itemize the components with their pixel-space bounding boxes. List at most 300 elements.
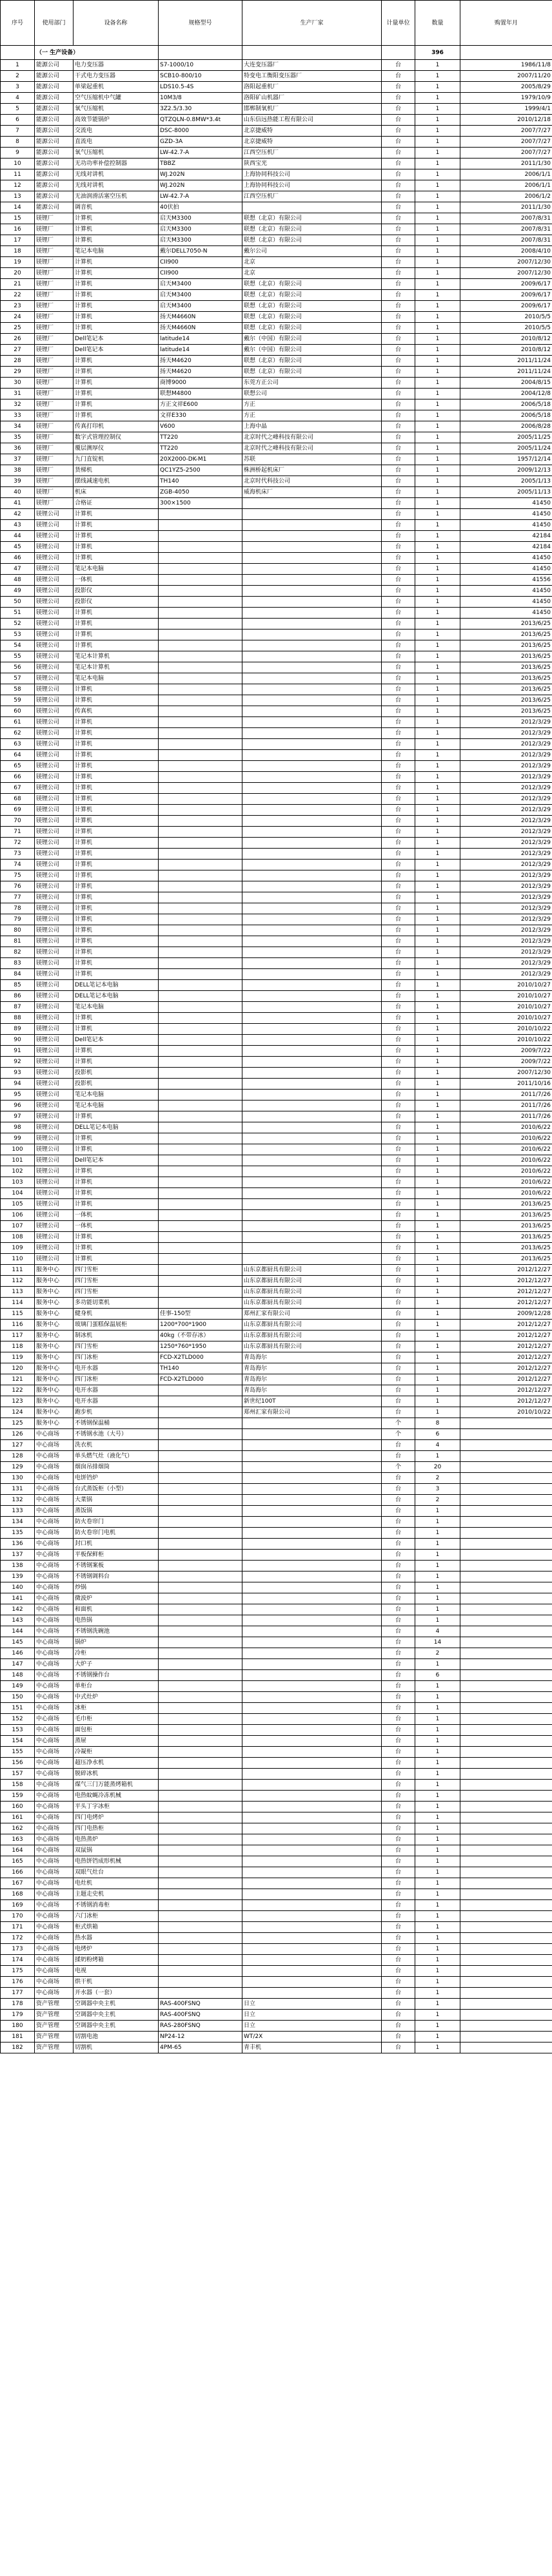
cell-purchase-date: 2012/12/27 <box>460 1331 552 1341</box>
table-row <box>1 1812 552 1823</box>
cell-purchase-date: 2012/3/29 <box>460 969 552 980</box>
cell-unit: 台 <box>382 159 415 169</box>
cell-department: 镁锂公司 <box>35 1068 74 1079</box>
table-row <box>1 1572 552 1582</box>
cell-purchase-date <box>460 1900 552 1911</box>
cell-quantity: 1 <box>415 1221 460 1232</box>
cell-manufacturer <box>242 619 382 630</box>
cell-unit: 台 <box>382 246 415 257</box>
cell-index: 63 <box>1 739 35 750</box>
cell-equipment-name: 封口机 <box>74 1539 159 1550</box>
cell-department: 中心商场 <box>35 1462 74 1473</box>
cell-model: ZGB-4050 <box>159 487 242 498</box>
cell-manufacturer <box>242 1506 382 1517</box>
table-row <box>1 947 552 958</box>
cell-index: 162 <box>1 1823 35 1834</box>
cell-purchase-date: 2011/11/24 <box>460 367 552 378</box>
cell-index: 30 <box>1 378 35 389</box>
cell-department: 中心商场 <box>35 1440 74 1451</box>
cell-quantity: 1 <box>415 1911 460 1922</box>
cell-index: 43 <box>1 520 35 531</box>
cell-model: 40伏拍 <box>159 202 242 213</box>
cell-model: 1200*700*1900 <box>159 1320 242 1331</box>
cell-model: RAS-400FSNQ <box>159 1999 242 2010</box>
table-row <box>1 137 552 148</box>
cell-model <box>159 1736 242 1747</box>
cell-index: 151 <box>1 1703 35 1714</box>
cell-purchase-date: 2010/8/12 <box>460 345 552 356</box>
cell-manufacturer: 株洲桥起机床厂 <box>242 465 382 476</box>
cell-index: 71 <box>1 827 35 838</box>
cell-unit: 台 <box>382 1144 415 1155</box>
cell-manufacturer <box>242 958 382 969</box>
cell-model <box>159 761 242 772</box>
cell-manufacturer <box>242 1101 382 1111</box>
cell-quantity: 1 <box>415 947 460 958</box>
cell-model: 扬天M4660N <box>159 323 242 334</box>
cell-quantity: 1 <box>415 1867 460 1878</box>
cell-model: FCD-X2TLD000 <box>159 1374 242 1385</box>
cell-manufacturer <box>242 1166 382 1177</box>
cell-manufacturer <box>242 1637 382 1648</box>
cell-manufacturer <box>242 1791 382 1802</box>
cell-model <box>159 1582 242 1593</box>
cell-department: 中心商场 <box>35 1944 74 1955</box>
cell-department: 能源公司 <box>35 191 74 202</box>
table-row <box>1 1341 552 1352</box>
cell-unit: 台 <box>382 1320 415 1331</box>
cell-unit: 台 <box>382 115 415 126</box>
cell-manufacturer <box>242 1561 382 1572</box>
cell-unit: 台 <box>382 1046 415 1057</box>
table-row <box>1 1823 552 1834</box>
cell-unit: 台 <box>382 1692 415 1703</box>
cell-quantity: 1 <box>415 235 460 246</box>
cell-model: 启天M3400 <box>159 301 242 312</box>
cell-department: 中心商场 <box>35 1572 74 1582</box>
cell-model: 戴尔DELL7050-N <box>159 246 242 257</box>
cell-equipment-name: 计算机 <box>74 1057 159 1068</box>
table-row <box>1 1659 552 1670</box>
cell-equipment-name: 四门雪柜 <box>74 1287 159 1298</box>
cell-quantity: 1 <box>415 969 460 980</box>
cell-unit: 台 <box>382 1528 415 1539</box>
table-row <box>1 739 552 750</box>
cell-quantity: 1 <box>415 1232 460 1243</box>
cell-model <box>159 1287 242 1298</box>
cell-unit: 台 <box>382 1221 415 1232</box>
cell-equipment-name: DELL笔记本电脑 <box>74 991 159 1002</box>
table-row <box>1 279 552 290</box>
cell-quantity: 8 <box>415 1418 460 1429</box>
table-row <box>1 1462 552 1473</box>
header-cell: 数量 <box>415 1 460 46</box>
cell-model <box>159 881 242 892</box>
cell-equipment-name: 计算机 <box>74 367 159 378</box>
cell-quantity: 1 <box>415 575 460 586</box>
table-row <box>1 1802 552 1812</box>
cell-unit: 台 <box>382 1035 415 1046</box>
cell-department: 镁锂公司 <box>35 1188 74 1199</box>
cell-manufacturer: 郑州汇家有限公司 <box>242 1407 382 1418</box>
cell-purchase-date: 2006/5/18 <box>460 410 552 421</box>
cell-unit: 台 <box>382 892 415 903</box>
cell-manufacturer <box>242 1714 382 1725</box>
cell-model: V600 <box>159 421 242 432</box>
cell-purchase-date: 2013/6/25 <box>460 640 552 651</box>
cell-purchase-date: 2007/7/27 <box>460 137 552 148</box>
cell-manufacturer <box>242 838 382 849</box>
cell-department: 服务中心 <box>35 1298 74 1309</box>
cell-unit: 台 <box>382 1889 415 1900</box>
cell-equipment-name: 计算机 <box>74 794 159 805</box>
cell-quantity: 1 <box>415 695 460 706</box>
cell-model <box>159 640 242 651</box>
cell-model <box>159 1199 242 1210</box>
table-row <box>1 969 552 980</box>
cell-index: 155 <box>1 1747 35 1758</box>
cell-purchase-date: 41450 <box>460 564 552 575</box>
cell-model <box>159 1188 242 1199</box>
cell-manufacturer <box>242 1495 382 1506</box>
cell-unit: 台 <box>382 1944 415 1955</box>
cell-manufacturer <box>242 1922 382 1933</box>
cell-quantity: 4 <box>415 1440 460 1451</box>
cell-department: 资产管理 <box>35 2021 74 2032</box>
cell-department: 镁锂公司 <box>35 728 74 739</box>
cell-manufacturer <box>242 717 382 728</box>
cell-equipment-name: 电饼铛炉 <box>74 1473 159 1484</box>
cell-manufacturer <box>242 783 382 794</box>
cell-unit: 台 <box>382 1856 415 1867</box>
table-row <box>1 827 552 838</box>
cell-index: 61 <box>1 717 35 728</box>
cell-manufacturer <box>242 1068 382 1079</box>
cell-department: 服务中心 <box>35 1363 74 1374</box>
cell-manufacturer: 新世纪100T <box>242 1396 382 1407</box>
cell-quantity: 1 <box>415 1188 460 1199</box>
cell-equipment-name: 计算机 <box>74 542 159 553</box>
cell-purchase-date: 2010/6/22 <box>460 1133 552 1144</box>
cell-index: 114 <box>1 1298 35 1309</box>
cell-model <box>159 1648 242 1659</box>
cell-index: 135 <box>1 1528 35 1539</box>
table-row <box>1 246 552 257</box>
cell-manufacturer <box>242 1604 382 1615</box>
cell-unit: 台 <box>382 816 415 827</box>
cell-index: 122 <box>1 1385 35 1396</box>
cell-quantity: 1 <box>415 1002 460 1013</box>
cell-equipment-name: 空调器中央主机 <box>74 2010 159 2021</box>
cell-equipment-name: 笔记本电脑 <box>74 1002 159 1013</box>
cell-unit: 台 <box>382 936 415 947</box>
cell-index: 84 <box>1 969 35 980</box>
cell-unit: 台 <box>382 1363 415 1374</box>
cell-index: 101 <box>1 1155 35 1166</box>
table-row <box>1 608 552 619</box>
cell-quantity: 1 <box>415 717 460 728</box>
cell-unit: 台 <box>382 1199 415 1210</box>
table-row <box>1 1287 552 1298</box>
cell-quantity: 1 <box>415 1802 460 1812</box>
cell-department: 镁锂公司 <box>35 761 74 772</box>
cell-department: 中心商场 <box>35 1856 74 1867</box>
cell-quantity: 1 <box>415 1210 460 1221</box>
cell-model <box>159 827 242 838</box>
cell-quantity: 1 <box>415 1243 460 1254</box>
cell-quantity: 1 <box>415 410 460 421</box>
cell-model <box>159 1046 242 1057</box>
cell-equipment-name: 数字式管理控制仪 <box>74 432 159 443</box>
cell-purchase-date: 2012/3/29 <box>460 816 552 827</box>
cell-purchase-date <box>460 1812 552 1823</box>
cell-quantity: 1 <box>415 104 460 115</box>
cell-department: 镁锂公司 <box>35 1166 74 1177</box>
table-row <box>1 443 552 454</box>
cell-model <box>159 1013 242 1024</box>
cell-quantity: 2 <box>415 1495 460 1506</box>
cell-department: 镁锂公司 <box>35 684 74 695</box>
cell-quantity: 1 <box>415 1090 460 1101</box>
table-row <box>1 1681 552 1692</box>
cell-purchase-date: 2013/6/25 <box>460 1243 552 1254</box>
cell-unit: 台 <box>382 367 415 378</box>
cell-department: 镁锂公司 <box>35 542 74 553</box>
cell-quantity: 1 <box>415 1604 460 1615</box>
cell-department: 镁锂公司 <box>35 903 74 914</box>
cell-equipment-name: 玻璃门蛋糕保温展柜 <box>74 1320 159 1331</box>
cell-unit: 台 <box>382 706 415 717</box>
header-cell: 生产厂家 <box>242 1 382 46</box>
cell-equipment-name: 交流电 <box>74 126 159 137</box>
cell-purchase-date: 2013/6/25 <box>460 630 552 640</box>
cell-purchase-date: 2010/6/22 <box>460 1166 552 1177</box>
table-row <box>1 1177 552 1188</box>
cell-quantity: 1 <box>415 761 460 772</box>
cell-equipment-name: 四门雪柜 <box>74 1265 159 1276</box>
cell-purchase-date: 2010/6/22 <box>460 1155 552 1166</box>
cell-department: 镁锂公司 <box>35 673 74 684</box>
cell-index: 38 <box>1 465 35 476</box>
cell-equipment-name: 无线对讲机 <box>74 169 159 180</box>
cell-department: 服务中心 <box>35 1341 74 1352</box>
cell-equipment-name: 计算机 <box>74 947 159 958</box>
cell-equipment-name: 主题走史机 <box>74 1889 159 1900</box>
cell-unit: 台 <box>382 1966 415 1977</box>
table-row <box>1 1101 552 1111</box>
cell-department: 镁锂公司 <box>35 630 74 640</box>
cell-model <box>159 1758 242 1769</box>
cell-equipment-name: 计算机 <box>74 717 159 728</box>
table-row <box>1 1057 552 1068</box>
cell-index: 148 <box>1 1670 35 1681</box>
cell-manufacturer: 方正 <box>242 410 382 421</box>
cell-quantity: 1 <box>415 1144 460 1155</box>
cell-model <box>159 914 242 925</box>
cell-equipment-name: 计算机 <box>74 608 159 619</box>
cell-unit: 台 <box>382 1747 415 1758</box>
cell-index: 4 <box>1 93 35 104</box>
cell-quantity: 1 <box>415 728 460 739</box>
cell-equipment-name: 计算机 <box>74 399 159 410</box>
cell-model <box>159 1002 242 1013</box>
table-row <box>1 1637 552 1648</box>
table-row <box>1 1550 552 1561</box>
cell-manufacturer: 戴尔（中国）有限公司 <box>242 345 382 356</box>
cell-manufacturer <box>242 1155 382 1166</box>
cell-equipment-name: 切割机 <box>74 2043 159 2053</box>
cell-purchase-date: 2006/1/2 <box>460 191 552 202</box>
cell-department: 镁锂公司 <box>35 1013 74 1024</box>
cell-quantity: 1 <box>415 1199 460 1210</box>
cell-model: DSC-8000 <box>159 126 242 137</box>
cell-manufacturer <box>242 1484 382 1495</box>
cell-index: 78 <box>1 903 35 914</box>
cell-unit: 台 <box>382 838 415 849</box>
cell-quantity: 1 <box>415 1133 460 1144</box>
cell-model: latitude14 <box>159 334 242 345</box>
cell-department: 中心商场 <box>35 1823 74 1834</box>
cell-equipment-name: 单柜台 <box>74 1681 159 1692</box>
cell-quantity: 1 <box>415 1101 460 1111</box>
cell-model <box>159 1747 242 1758</box>
table-row <box>1 1845 552 1856</box>
cell-equipment-name: 跑步机 <box>74 1407 159 1418</box>
cell-equipment-name: 合格证 <box>74 498 159 509</box>
cell-department: 镁锂公司 <box>35 1210 74 1221</box>
cell-index: 170 <box>1 1911 35 1922</box>
cell-model: CII900 <box>159 268 242 279</box>
cell-model <box>159 695 242 706</box>
cell-unit: 台 <box>382 345 415 356</box>
cell-department: 能源公司 <box>35 60 74 71</box>
cell-model <box>159 991 242 1002</box>
cell-manufacturer <box>242 684 382 695</box>
cell-model <box>159 1539 242 1550</box>
cell-equipment-name: 传真打印机 <box>74 421 159 432</box>
cell-index: 171 <box>1 1922 35 1933</box>
cell-index: 104 <box>1 1188 35 1199</box>
cell-department: 镁锂公司 <box>35 947 74 958</box>
cell-model <box>159 1845 242 1856</box>
cell-purchase-date: 2004/12/8 <box>460 389 552 399</box>
cell-department: 中心商场 <box>35 1582 74 1593</box>
header-cell: 序号 <box>1 1 35 46</box>
cell-equipment-name: 四门雪柜 <box>74 1341 159 1352</box>
cell-model: QC1YZ5-2500 <box>159 465 242 476</box>
cell-index: 156 <box>1 1758 35 1769</box>
cell-manufacturer <box>242 947 382 958</box>
cell-manufacturer: 联想公司 <box>242 389 382 399</box>
cell-unit: 个 <box>382 1429 415 1440</box>
cell-equipment-name: 计算机 <box>74 903 159 914</box>
table-row <box>1 1111 552 1122</box>
cell-model: RAS-280FSNQ <box>159 2021 242 2032</box>
cell-equipment-name: 锅炉 <box>74 1637 159 1648</box>
cell-department: 镁锂公司 <box>35 914 74 925</box>
table-row <box>1 1331 552 1341</box>
cell-equipment-name: 和面机 <box>74 1604 159 1615</box>
cell-quantity: 1 <box>415 673 460 684</box>
cell-model <box>159 1484 242 1495</box>
cell-unit: 台 <box>382 575 415 586</box>
cell-manufacturer: WT/2X <box>242 2032 382 2043</box>
table-row <box>1 1856 552 1867</box>
cell-purchase-date: 1979/10/9 <box>460 93 552 104</box>
cell-equipment-name: 电开水器 <box>74 1396 159 1407</box>
cell-index: 27 <box>1 345 35 356</box>
cell-department: 镁锂公司 <box>35 564 74 575</box>
cell-quantity: 1 <box>415 1111 460 1122</box>
cell-model <box>159 728 242 739</box>
cell-equipment-name: 四门电烤炉 <box>74 1812 159 1823</box>
cell-equipment-name: 计算机 <box>74 323 159 334</box>
cell-quantity: 1 <box>415 476 460 487</box>
cell-model: 4PM-65 <box>159 2043 242 2053</box>
cell-unit: 台 <box>382 958 415 969</box>
table-row <box>1 1769 552 1780</box>
cell-equipment-name: 无线对讲机 <box>74 180 159 191</box>
cell-unit: 台 <box>382 1484 415 1495</box>
cell-quantity: 1 <box>415 1287 460 1298</box>
table-row <box>1 1002 552 1013</box>
cell-unit: 台 <box>382 1615 415 1626</box>
cell-department: 能源公司 <box>35 180 74 191</box>
cell-equipment-name: 覆层测厚仪 <box>74 443 159 454</box>
cell-manufacturer <box>242 914 382 925</box>
cell-unit: 台 <box>382 651 415 662</box>
cell-unit: 台 <box>382 169 415 180</box>
cell-equipment-name: 笔记本电脑 <box>74 1090 159 1101</box>
cell-manufacturer <box>242 640 382 651</box>
cell-purchase-date: 2013/6/25 <box>460 619 552 630</box>
cell-model: TH140 <box>159 1363 242 1374</box>
cell-manufacturer <box>242 1823 382 1834</box>
cell-model <box>159 1626 242 1637</box>
cell-manufacturer <box>242 1133 382 1144</box>
cell-purchase-date: 2013/6/25 <box>460 1210 552 1221</box>
cell-index: 88 <box>1 1013 35 1024</box>
cell-manufacturer: 山东京都厨具有限公司 <box>242 1331 382 1341</box>
cell-unit: 台 <box>382 619 415 630</box>
cell-manufacturer <box>242 925 382 936</box>
cell-quantity: 1 <box>415 1812 460 1823</box>
cell-department: 镁锂公司 <box>35 1024 74 1035</box>
cell-equipment-name: 计算机 <box>74 1243 159 1254</box>
cell-purchase-date: 2012/3/29 <box>460 772 552 783</box>
cell-quantity: 1 <box>415 191 460 202</box>
cell-quantity: 1 <box>415 925 460 936</box>
cell-equipment-name: 电开水器 <box>74 1385 159 1396</box>
table-row <box>1 1593 552 1604</box>
cell-manufacturer <box>242 608 382 619</box>
cell-department: 镁锂厂 <box>35 465 74 476</box>
cell-department: 服务中心 <box>35 1374 74 1385</box>
cell-unit: 台 <box>382 925 415 936</box>
cell-equipment-name: 超压净水机 <box>74 1758 159 1769</box>
cell-purchase-date <box>460 1725 552 1736</box>
cell-manufacturer <box>242 881 382 892</box>
cell-department: 中心商场 <box>35 1626 74 1637</box>
cell-department: 镁锂厂 <box>35 498 74 509</box>
cell-purchase-date <box>460 1539 552 1550</box>
cell-purchase-date: 2005/8/29 <box>460 82 552 93</box>
cell-purchase-date <box>460 1769 552 1780</box>
cell-manufacturer <box>242 1670 382 1681</box>
cell-manufacturer <box>242 1144 382 1155</box>
cell-department: 镁锂厂 <box>35 378 74 389</box>
cell-department: 镁锂公司 <box>35 925 74 936</box>
